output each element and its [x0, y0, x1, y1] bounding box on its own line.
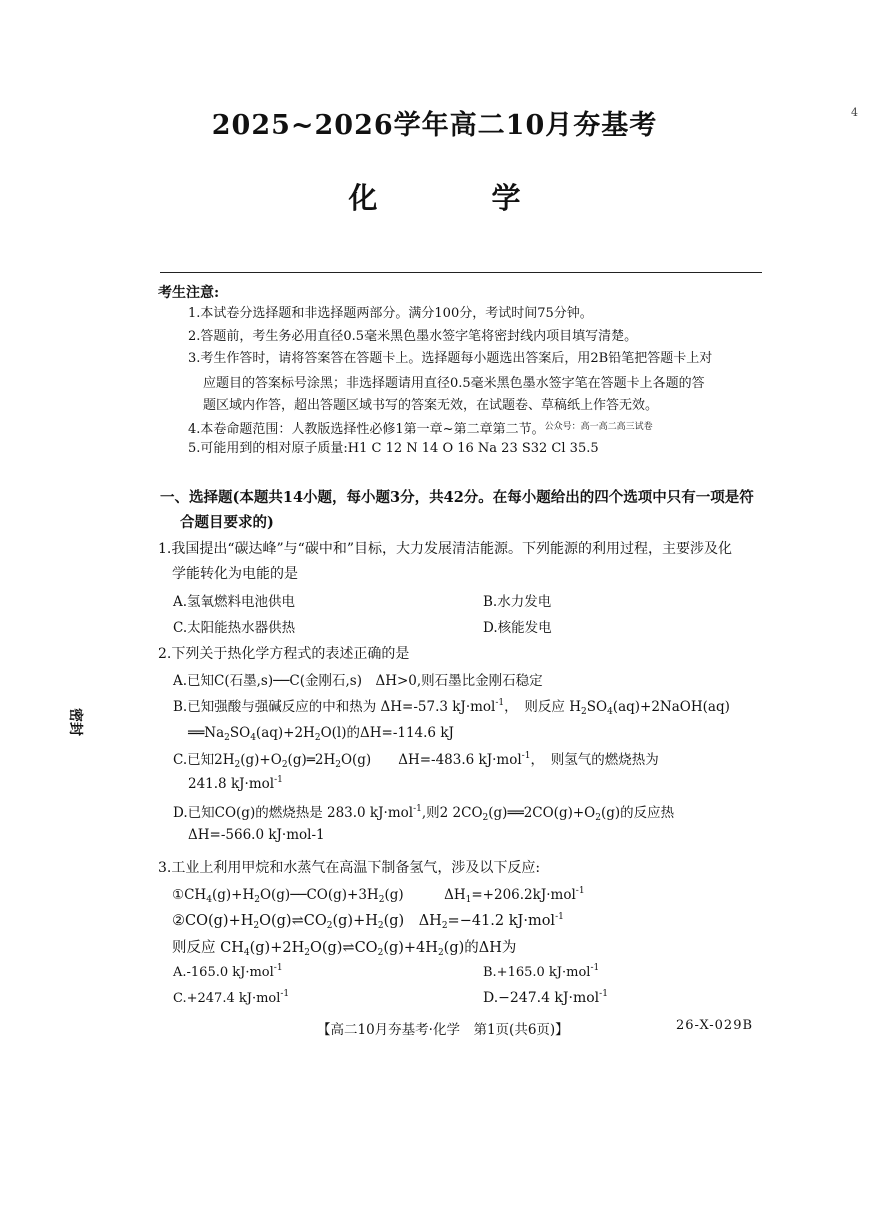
- q2-d-text: (g)的反应热: [600, 805, 675, 821]
- sub: 2: [326, 921, 333, 931]
- q3-r1-text: O(g)──CO(g)+3H: [259, 887, 379, 903]
- sup: -1: [273, 963, 283, 973]
- sub: 2: [304, 948, 310, 958]
- q2-option-d: [173, 801, 674, 823]
- q3-r2-text: ②CO(g)+H: [172, 913, 254, 929]
- sub: 2: [482, 813, 489, 823]
- q3-r1-text: (g)+H: [211, 887, 255, 903]
- corner-mark: 4: [851, 106, 858, 119]
- q2-c-text: ， 则氢气的燃烧热为: [530, 752, 659, 768]
- q2-option-a: A.已知C(石墨,s)──C(金刚石,s) ΔH>0,则石墨比金刚石稳定: [173, 673, 543, 689]
- sup: -1: [274, 775, 283, 785]
- q2-b-text: O(l)的ΔH=-114.6 kJ: [320, 725, 454, 741]
- sub: 2: [437, 948, 444, 958]
- notice-item-5: 5.可能用到的相对原子质量:H1 C 12 N 14 O 16 Na 23 S32 Cl 35.5: [188, 441, 599, 456]
- q2-b-text: SO: [586, 699, 608, 715]
- sup: -1: [495, 698, 505, 708]
- q3-option-c: [173, 989, 289, 1006]
- sub: 2: [253, 921, 260, 931]
- sub: 4: [206, 895, 212, 905]
- q3-reaction-2: [172, 909, 564, 931]
- sup: -1: [521, 751, 531, 761]
- header-divider: [160, 272, 762, 273]
- sub: 2: [441, 921, 448, 931]
- sub: 2: [335, 760, 341, 770]
- q3-d-text: D.−247.4 kJ·mol: [483, 990, 600, 1006]
- sub: 2: [595, 813, 601, 823]
- sub: 2: [254, 895, 260, 905]
- sub: 2: [378, 895, 385, 905]
- page-footer: 【高二10月夯基考·化学 第1页(共6页)】: [317, 1022, 569, 1038]
- sub: 2: [581, 707, 587, 717]
- seal-line-mark: 密封: [67, 708, 83, 736]
- q3-a-text: A.-165.0 kJ·mol: [173, 965, 274, 980]
- notice-heading: 考生注意:: [158, 285, 220, 301]
- q3-reaction-1: [172, 883, 585, 905]
- q3-r1-text: =+206.2kJ·mol: [471, 887, 576, 903]
- sup: -1: [413, 804, 422, 814]
- sup: -1: [599, 989, 608, 999]
- q3-target-text: (g)的ΔH为: [443, 940, 517, 956]
- q3-target-text: (g)+4H: [383, 940, 438, 956]
- q2-d-text: ,则2 2CO: [421, 805, 483, 821]
- section-heading-cont: 合题目要求的): [180, 514, 274, 531]
- subject-title: 化 学: [348, 181, 573, 215]
- sub: 2: [377, 948, 384, 958]
- q2-d-text: D.已知CO(g)的燃烧热是 283.0 kJ·mol: [173, 805, 414, 821]
- notice-item-3-cont-1: 应题目的答案标号涂黑；非选择题请用直径0.5毫米黑色墨水签字笔在答题卡上各题的答: [203, 376, 705, 391]
- section-heading: 一、选择题(本题共14小题，每小题3分，共42分。在每小题给出的四个选项中只有一项是符: [160, 489, 754, 506]
- q3-option-d: [483, 989, 608, 1006]
- sub: 1: [465, 895, 472, 905]
- notice-item-4-text: 4.本卷命题范围：人教版选择性必修1第一章~第二章第二节。: [188, 422, 545, 437]
- sub: 2: [281, 760, 288, 770]
- sup: -1: [575, 886, 585, 896]
- q3-b-text: B.+165.0 kJ·mol: [483, 965, 591, 980]
- sup: -1: [590, 963, 600, 973]
- q2-c-text: O(g) ΔH=-483.6 kJ·mol: [340, 752, 522, 768]
- q1-stem-cont: 学能转化为电能的是: [172, 566, 298, 582]
- sup: -1: [280, 989, 290, 999]
- q2-option-c-cont: [188, 775, 283, 792]
- notice-item-3: 3.考生作答时，请将答案答在答题卡上。选择题每小题选出答案后，用2B铅笔把答题卡上对: [188, 351, 713, 366]
- watermark-text: 公众号：高一高二高三试卷: [544, 422, 653, 432]
- q2-d-text: (g)══2CO(g)+O: [488, 805, 596, 821]
- q3-c-text: C.+247.4 kJ·mol: [173, 991, 281, 1006]
- sub: 2: [224, 733, 230, 743]
- q3-target-text: 则反应 CH: [172, 940, 244, 956]
- q2-option-c: [173, 748, 659, 770]
- notice-item-4: [188, 418, 653, 439]
- q2-b-text: SO: [229, 725, 251, 741]
- q2-option-b-cont: [188, 721, 454, 743]
- q3-target-text: (g)+2H: [249, 940, 305, 956]
- q2-c-text: C.已知2H: [173, 752, 235, 768]
- q2-b-text: (aq)+2NaOH(aq): [612, 699, 730, 715]
- exam-title: 2025~2026学年高二10月夯基考: [211, 110, 658, 141]
- q1-option-b: B.水力发电: [483, 594, 552, 610]
- q1-option-d: D.核能发电: [483, 620, 552, 636]
- q3-r1-text: (g) ΔH: [384, 887, 466, 903]
- q2-c-text: (g)+O: [240, 752, 282, 768]
- notice-item-1: 1.本试卷分选择题和非选择题两部分。满分100分，考试时间75分钟。: [188, 306, 593, 321]
- q2-c-text: (g)═2H: [287, 752, 336, 768]
- q1-option-a: A.氢氧燃料电池供电: [173, 594, 296, 610]
- sub: 4: [607, 707, 613, 717]
- sub: 2: [314, 733, 321, 743]
- exam-code: 26-X-029B: [676, 1018, 754, 1033]
- q3-r2-text: O(g)⇌CO: [259, 913, 327, 929]
- q3-option-a: [173, 963, 283, 980]
- sub: 2: [234, 760, 241, 770]
- q2-b-text: B.已知强酸与强碱反应的中和热为 ΔH=-57.3 kJ·mol: [173, 699, 496, 715]
- notice-item-3-cont-2: 题区域内作答，超出答题区域书写的答案无效，在试题卷、草稿纸上作答无效。: [203, 398, 659, 413]
- sub: 4: [243, 948, 250, 958]
- q3-r1-text: ①CH: [172, 887, 207, 903]
- q3-option-b: [483, 963, 599, 980]
- q3-target-reaction: [172, 936, 516, 958]
- q3-r2-text: =−41.2 kJ·mol: [447, 913, 556, 929]
- notice-item-2: 2.答题前，考生务必用直径0.5毫米黑色墨水签字笔将密封线内项目填写清楚。: [188, 329, 638, 344]
- q3-r2-text: (g)+H: [332, 913, 378, 929]
- q2-b-text: ══Na: [188, 725, 225, 741]
- q1-option-c: C.太阳能热水器供热: [173, 620, 296, 636]
- q3-target-text: O(g)⇌CO: [309, 940, 378, 956]
- sub: 4: [250, 733, 256, 743]
- q3-r2-text: (g) ΔH: [383, 913, 442, 929]
- q2-option-b: [173, 695, 730, 717]
- sub: 2: [377, 921, 384, 931]
- q1-stem: 1.我国提出“碳达峰”与“碳中和”目标，大力发展清洁能源。下列能源的利用过程，主要涉及化: [158, 541, 732, 557]
- q2-c-text: 241.8 kJ·mol: [188, 776, 275, 792]
- q2-b-text: (aq)+2H: [255, 725, 315, 741]
- q2-b-text: ， 则反应 H: [504, 699, 581, 715]
- q2-option-d-cont: ΔH=-566.0 kJ·mol-1: [188, 827, 325, 843]
- q3-stem: 3.工业上利用甲烷和水蒸气在高温下制备氢气，涉及以下反应:: [158, 860, 541, 876]
- sup: -1: [555, 912, 564, 922]
- q2-stem: 2.下列关于热化学方程式的表述正确的是: [158, 646, 410, 662]
